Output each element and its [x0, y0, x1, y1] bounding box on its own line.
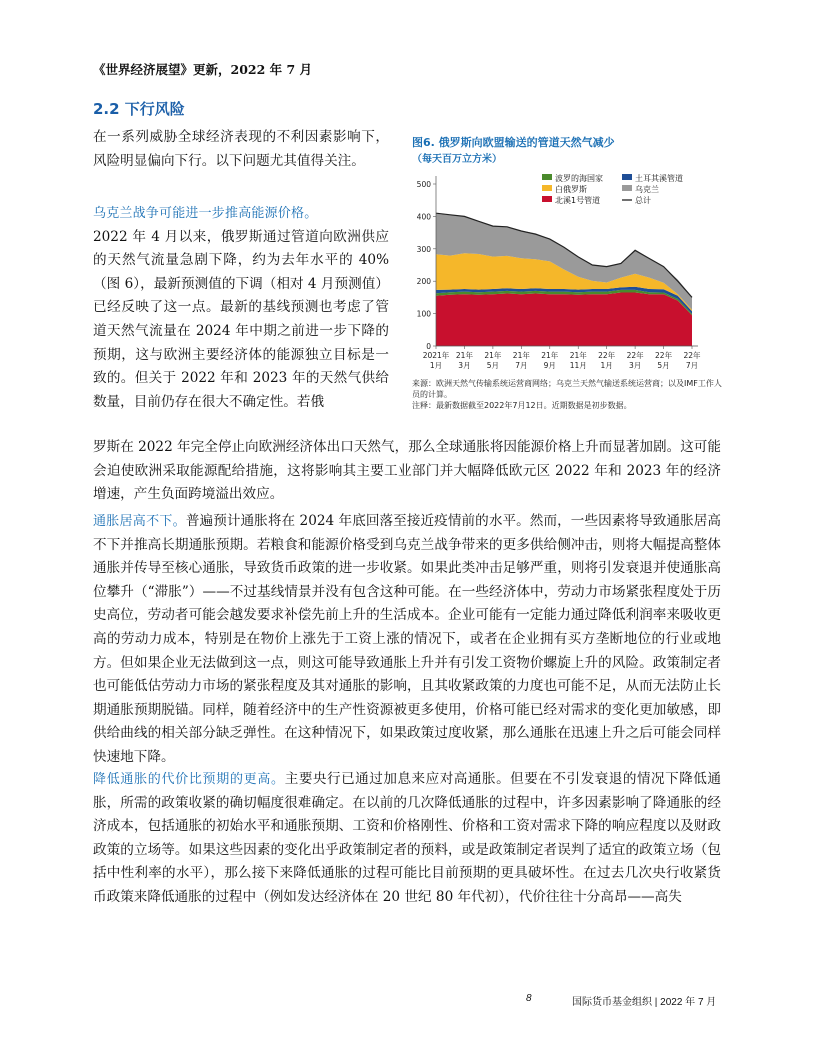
- x-tick-label: 5月: [657, 361, 670, 370]
- x-tick-label: 21年: [455, 351, 473, 360]
- y-tick-label: 0: [426, 342, 431, 351]
- y-tick-label: 400: [416, 212, 431, 222]
- paragraph-lead: 乌克兰战争可能进一步推高能源价格。: [93, 206, 318, 221]
- paragraph-inflation-text: 普遍预计通胀将在 2024 年底回落至接近疫情前的水平。然而，一些因素将导致通胀居高不下并推高长期通胀预期。若粮食和能源价格受到乌克兰战争带来的更多供给侧冲击，则将大幅提高整体通胀并传导至核心通胀，导致货币政策的进一步收紧。如果此类冲击足够严重，则将引发衰退并使通胀高位攀升（“滞胀”）——不过基线情景并没有包含这种可能。在一些经济体中，劳动力市场紧张程度处于历史高位，劳动者可能会越发要求补偿先前上升的生活成本。企业可能有一定能力通过降低利润率来吸收更高的劳动力成本，特别是在物价上涨先于工资上涨的情况下，或者在企业拥有买方垄断地位的行业或地方。但如果企业无法做到这一点，则这可能导致通胀上升并有引发工资物价螺旋上升的风险。政策制定者也可能低估劳动力市场的紧张程度及其对通胀的影响，且其收紧政策的力度也可能不足，从而无法防止长期通胀预期脱锚。同样，随着经济中的生产性资源被更多使用，价格可能已经对需求的变化更加敏感，即供给曲线的相关部分缺乏弹性。在这种情况下，如果政策过度收紧，那么通胀在迅速上升之后可能会同样快速地下降。: [93, 513, 721, 765]
- x-tick-label: 21年: [569, 351, 587, 360]
- x-tick-label: 9月: [543, 361, 556, 370]
- x-tick-label: 3月: [458, 361, 471, 370]
- x-tick-label: 7月: [685, 361, 699, 370]
- paragraph-disinflation: [93, 768, 721, 910]
- x-tick-label: 21年: [541, 351, 559, 360]
- legend-swatch: [622, 185, 632, 191]
- x-tick-label: 1月: [600, 361, 613, 370]
- legend-swatch: [542, 174, 552, 180]
- x-tick-label: 22年: [626, 351, 644, 360]
- y-tick-label: 300: [416, 244, 431, 254]
- legend-label: 乌克兰: [635, 185, 659, 194]
- x-tick-label: 21年: [484, 351, 502, 360]
- legend-label: 总计: [635, 196, 651, 205]
- x-tick-label: 3月: [628, 361, 642, 370]
- legend-label: 土耳其溪管道: [635, 174, 683, 183]
- paragraph-lead: 降低通胀的代价比预期的更高。: [93, 772, 285, 787]
- footer-org: 国际货币基金组织 | 2022 年 7 月: [572, 997, 717, 1008]
- y-tick-label: 100: [416, 309, 431, 319]
- x-tick-label: 2021年: [422, 351, 450, 360]
- legend-swatch: [542, 185, 552, 191]
- x-tick-label: 22年: [598, 351, 616, 360]
- legend-swatch: [542, 196, 552, 202]
- legend-label: 北溪1号管道: [555, 196, 601, 205]
- paragraph-energy-cont: 罗斯在 2022 年完全停止向欧洲经济体出口天然气，那么全球通胀将因能源价格上升而显著加剧。这可能会迫使欧洲采取能源配给措施，这将影响其主要工业部门并大幅降低欧元区 2022 年和 2023 年的经济增速，产生负面跨境溢出效应。: [93, 439, 721, 503]
- figure-source: 来源：欧洲天然气传输系统运营商网络；乌克兰天然气输送系统运营商；以及IMF工作人员的计算。: [412, 379, 722, 399]
- x-tick-label: 11月: [569, 361, 587, 370]
- figure-title: 图6. 俄罗斯向欧盟输送的管道天然气减少: [412, 136, 615, 149]
- x-tick-label: 22年: [683, 351, 701, 360]
- paragraph-inflation: [93, 510, 721, 770]
- figure-subtitle: （每天百万立方米）: [412, 154, 502, 165]
- figure-6: [404, 128, 724, 440]
- legend-label: 白俄罗斯: [555, 185, 587, 194]
- paragraph-energy: [93, 202, 389, 414]
- figure-notes: [412, 378, 724, 411]
- page-number: 8: [526, 993, 532, 1004]
- legend-label: 波罗的海国家: [555, 174, 603, 183]
- paragraph-intro: 在一系列威胁全球经济表现的不利因素影响下，风险明显偏向下行。以下问题尤其值得关注。: [93, 129, 389, 169]
- gas-flow-chart: [404, 128, 724, 378]
- legend-swatch: [622, 174, 632, 180]
- section-title: 2.2 下行风险: [93, 100, 185, 118]
- area-series: [436, 293, 692, 347]
- paragraph-energy-text: 2022 年 4 月以来，俄罗斯通过管道向欧洲供应的天然气流量急剧下降，约为去年水平的 40%（图 6），最新预测值的下调（相对 4 月预测值）已经反映了这一点。最新的基线预测也考虑了管道天然气流量在 2024 年中期之前进一步下降的预期，这与欧洲主要经济体的能源独立目标是一致的。但关于 2022 年和 2023 年的天然气供给数量，目前仍存在很大不确定性。若俄: [93, 228, 389, 410]
- y-tick-label: 200: [416, 277, 431, 287]
- running-header: 《世界经济展望》更新，2022 年 7 月: [93, 62, 313, 77]
- figure-note: 注释：最新数据截至2022年7月12日。近期数据是初步数据。: [412, 401, 632, 410]
- x-tick-label: 1月: [429, 361, 443, 370]
- y-tick-label: 500: [416, 180, 431, 189]
- x-tick-label: 7月: [515, 361, 528, 370]
- x-tick-label: 5月: [486, 361, 500, 370]
- x-tick-label: 22年: [655, 351, 673, 360]
- x-tick-label: 21年: [512, 351, 530, 360]
- paragraph-disinflation-text: 主要央行已通过加息来应对高通胀。但要在不引发衰退的情况下降低通胀，所需的政策收紧的确切幅度很难确定。在以前的几次降低通胀的过程中，许多因素影响了降通胀的经济成本，包括通胀的初始水平和通胀预期、工资和价格刚性、价格和工资对需求下降的响应程度以及财政政策的立场等。如果这些因素的变化出乎政策制定者的预料，或是政策制定者误判了适宜的政策立场（包括中性利率的水平），那么接下来降低通胀的过程可能比目前预期的更具破坏性。在过去几次央行收紧货币政策来降低通胀的过程中（例如发达经济体在 20 世纪 80 年代初），代价往往十分高昂——高失: [93, 771, 721, 905]
- paragraph-lead: 通胀居高不下。: [93, 514, 186, 529]
